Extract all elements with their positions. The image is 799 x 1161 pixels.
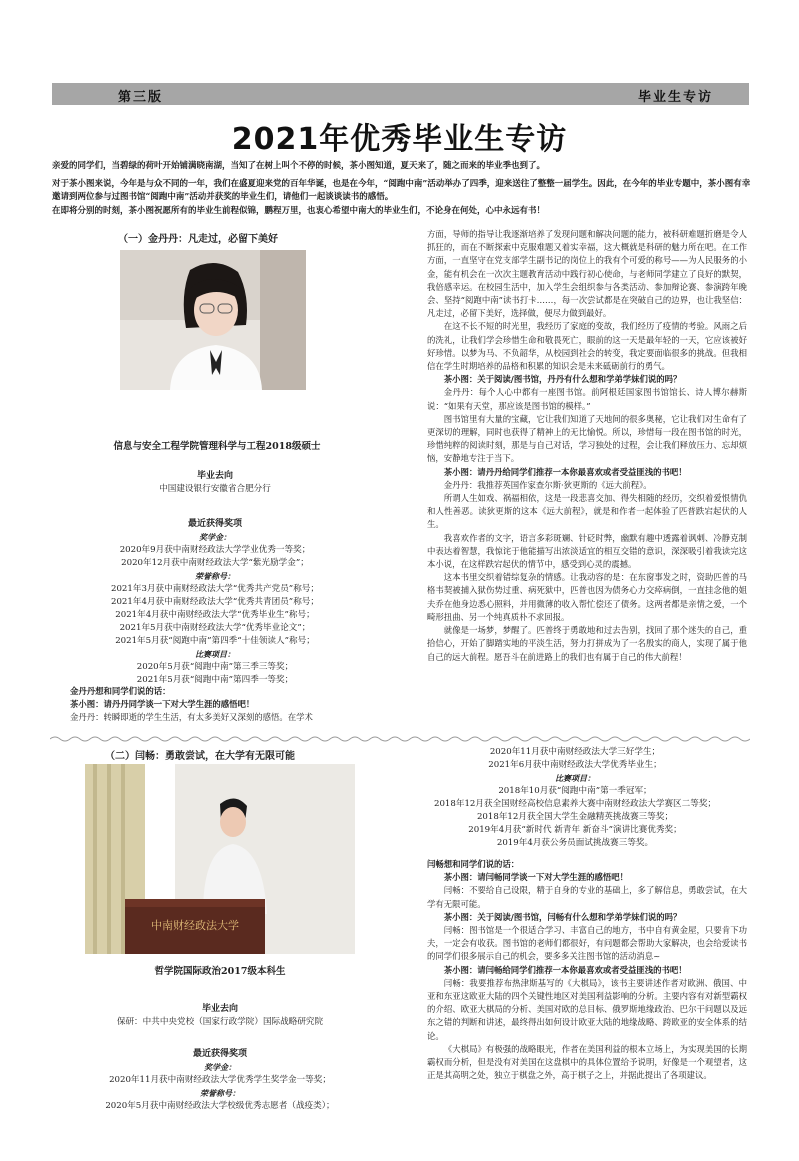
- award-item: 2021年4月获中南财经政法大学“优秀共青团员”称号；: [110, 597, 319, 607]
- award-item: 2018年10月获“阅跑中南”第一季冠军；: [498, 786, 652, 796]
- dest-label: 毕业去向: [196, 471, 233, 481]
- award-item: 2021年4月获中南财经政法大学“优秀毕业生”称号；: [115, 610, 315, 620]
- answer-1-cont: 方面，导师的指导让我逐渐培养了发现问题和解决问题的能力，被科研难题折磨是令人抓狂的，而在不断探索中克服难题又着实幸福，这大概就是科研的魅力所在吧。在工作方面，一直坚守在党支部学生副书记的岗位上的我有个可爱的称号——为人民服务的小金，能有机会在一次次主题教育活动中践行初心使命，与老师同学建立了良好的默契，我倍感幸运。在校园生活中，加入学生会组织参与各类活动、参加辩论赛、参演跨年晚会、坚持“阅跑中南”读书打卡……，每一次尝试都是在突破自己的边界，也让我坚信：凡走过，必留下美好，选择做，便尽力做到最好。: [427, 229, 747, 319]
- intro-paragraph-1: 亲爱的同学们，当碧绿的荷叶开始铺满晓南湖，当知了在树上叫个不停的时候，茶小图知道，夏天来了，随之而来的毕业季也到了。: [52, 161, 546, 171]
- talk-label: 闫畅想和同学们说的话：: [427, 859, 520, 869]
- award-item: 2020年12月获中南财经政法大学“紫光励学金”；: [121, 558, 309, 568]
- answer-3-p4: 这本书里交织着错综复杂的情感。让我动容的是：在东窗事发之时，资助匹普的马格韦契被捕入狱伤势过重、病死狱中，匹普也因为债务心力交瘁病倒，一直挂念他的姐夫乔在他身边悉心照料，并用微薄的收入帮忙偿还了债务。这两者都是亲情之爱，一个畸形扭曲、另一个纯真质朴不求回报。: [427, 572, 747, 622]
- page-header-bar: [52, 83, 749, 105]
- award-item: 2021年5月获“阅跑中南”第四季一等奖；: [136, 675, 294, 685]
- section-1-interview-cont: [427, 228, 747, 664]
- award-item: 2021年5月获“阅跑中南”第四季“十佳领读人”称号；: [115, 636, 315, 646]
- answer-3-p3: 我喜欢作者的文字，语言多彩斑斓、针砭时弊，幽默有趣中透露着讽刺、冷静克制中表达着智慧，我惊诧于他能描写出浓淡适宜的相互交错的意识，深深吸引着我读完这本小说，在这样跌宕起伏的情节中，感受到心灵的震撼。: [427, 532, 747, 570]
- answer-3: 闫畅：我要推荐布热津斯基写的《大棋局》，该书主要讲述作者对欧洲、俄国、中亚和东亚这欧亚大陆的四个关键性地区对美国利益影响的分析。主要内容有对新型霸权的介绍、欧亚大棋局的分析、美国对欧的总目标、俄罗斯地缘政治、巴尔干问题以及远东之错的判断和讲述，最终得出如何设计欧亚大陆的地缘战略、跨欧亚的安全体系的结论。: [427, 977, 747, 1041]
- page-title: 2021年优秀毕业生专访: [231, 122, 568, 157]
- award-item: 2021年3月获中南财经政法大学“优秀共产党员”称号；: [110, 584, 319, 594]
- answer-2: 闫畅：图书馆是一个很适合学习、丰富自己的地方，书中自有黄金屋，只要肯下功夫，一定会有收获。图书馆的老师们都很好，有问题都会帮助大家解决，也会给爱读书的同学们很多展示自己的机会，要多多关注图书馆的活动消息~: [427, 925, 747, 962]
- portrait-photo-2: [85, 764, 355, 954]
- section-2-destination: [60, 1003, 380, 1029]
- answer-3: 金丹丹：我推荐英国作家查尔斯·狄更斯的《远大前程》。: [443, 479, 652, 490]
- dest-label: 毕业去向: [201, 1004, 238, 1014]
- answer-1: 闫畅：不要给自己设限，精于自身的专业的基础上，多了解信息，勇敢尝试，在大学有无限可能。: [427, 885, 747, 909]
- section-2-awards: [50, 1048, 390, 1113]
- award-item: 2018年12月获全国大学生金融精英挑战赛三等奖；: [476, 812, 674, 822]
- award-item: 2020年11月获中南财经政法大学三好学生；: [489, 747, 661, 757]
- award-item: 2019年4月获“新时代 新青年 新奋斗”演讲比赛优秀奖；: [468, 825, 682, 835]
- answer-3-p5: 就像是一场梦，梦醒了。匹普终于勇敢地和过去告别，找回了那个迷失的自己，重拾信心，开始了脚踏实地的平淡生活，努力打拼成为了一名殷实的商人，实现了属于他自己的远大前程。愿吾斗在前进路上的我们也有属于自己的伟大前程！: [427, 625, 747, 662]
- section-2-heading: （二）闫畅：勇敢尝试，在大学有无限可能: [105, 751, 295, 762]
- award-item: 2019年4月获公务员面试挑战赛三等奖。: [496, 838, 654, 848]
- award-item: 2021年6月获中南财经政法大学优秀毕业生；: [488, 760, 662, 770]
- question-1: 茶小图：请闫畅同学谈一下对大学生涯的感悟吧！: [443, 872, 629, 883]
- section-2-interview: [427, 858, 747, 1082]
- honor-label: 荣誉称号：: [200, 1088, 240, 1098]
- section-1-awards: [62, 518, 368, 687]
- award-item: 2020年9月获中南财经政法大学学业优秀一等奖；: [119, 545, 311, 555]
- answer-2-p2: 图书馆里有大量的宝藏，它让我们知道了天地间的很多奥秘，它让我们对生命有了更深切的理解，同时也获得了精神上的无比愉悦。所以，珍惜每一段在图书馆的时光，珍惜纯粹的阅读时刻，那是与自己对话，学习独处的过程，会让我们释放压力、忘却烦恼，安静地专注于当下。: [427, 413, 747, 464]
- answer-1-p2: 在这不长不短的时光里，我经历了家庭的变故，我们经历了疫情的考验。风雨之后的洗礼，让我们学会珍惜生命和敬畏死亡，眼前的这一天是最年轻的一天，它应该被好好珍惜。以梦为马、不负韶华，从校园到社会的转变，我定要面临很多的挑战。但我相信在学生时期培养的品格和积累的知识会是未来砥砺前行的勇气。: [427, 321, 747, 372]
- question-1: 茶小图：请丹丹同学谈一下对大学生涯的感悟吧！: [70, 699, 255, 710]
- talk-label: 金丹丹想和同学们说的话：: [70, 686, 171, 696]
- podium-sign: 中南财经政法大学: [151, 919, 239, 932]
- section-1-heading: （一）金丹丹：凡走过，必留下美好: [118, 234, 278, 245]
- page-number-label: 第三版: [118, 90, 164, 105]
- intro-paragraph-3: 在即将分别的时刻，茶小图祝愿所有的毕业生前程似锦，鹏程万里，也衷心希望中南大的毕业生们，不论身在何处，心中永远有书！: [52, 206, 546, 216]
- award-item: 2018年12月获全国财经高校信息素养大赛中南财经政法大学赛区二等奖；: [433, 799, 717, 809]
- section-1-destination: [70, 470, 360, 496]
- answer-3-p2: 《大棋局》有极强的战略眼光，作者在美国利益的根本立场上，为实现美国的长期霸权而分析，但是没有对美国在这盘棋中的具体位置给予说明，好像是一个观望者，这正是其高明之处，独立于棋盘之外，高于棋子之上，并据此提出了各项建议。: [427, 1043, 747, 1081]
- section-divider-wave: [50, 735, 750, 743]
- awards-label: 最近获得奖项: [187, 519, 242, 529]
- section-1-caption: 信息与安全工程学院管理科学与工程2018级硕士: [113, 441, 321, 452]
- honor-label: 荣誉称号：: [195, 571, 235, 581]
- awards-label: 最近获得奖项: [192, 1049, 247, 1059]
- section-2-caption: 哲学院国际政治2017级本科生: [154, 966, 286, 977]
- question-3: 茶小图：请闫畅给同学们推荐一本你最喜欢或者受益匪浅的书吧！: [443, 964, 687, 975]
- portrait-photo-1: [120, 250, 306, 390]
- question-2: 茶小图：关于阅读/图书馆，闫畅有什么想和学弟学妹们说的吗？: [443, 911, 682, 922]
- dest-value: 保研：中共中央党校（国家行政学院）国际战略研究院: [116, 1017, 324, 1027]
- scholarship-label: 奖学金：: [204, 1062, 236, 1072]
- section-2-awards-cont: [405, 746, 745, 850]
- question-2: 茶小图：关于阅读/图书馆，丹丹有什么想和学弟学妹们说的吗？: [443, 374, 682, 385]
- award-item: 2020年5月获中南财经政法大学校级优秀志愿者（战疫类）；: [105, 1101, 335, 1111]
- question-3: 茶小图：请丹丹给同学们推荐一本你最喜欢或者受益匪浅的书吧！: [443, 466, 687, 477]
- competition-label: 比赛项目：: [195, 649, 235, 659]
- answer-2: 金丹丹：每个人心中都有一座图书馆。前阿根廷国家图书馆馆长、诗人博尔赫斯说：“如果有天堂，那应该是图书馆的模样。”: [427, 387, 747, 411]
- answer-1-start: 金丹丹：转瞬即逝的学生生活，有太多美好又深刻的感悟。在学术: [70, 712, 313, 723]
- award-item: 2021年5月获中南财经政法大学“优秀毕业论文”；: [119, 623, 311, 633]
- section-label: 毕业生专访: [637, 90, 713, 105]
- intro-paragraph-2: 对于茶小图来说，今年是与众不同的一年，我们在盛夏迎来党的百年华诞，也是在今年，“阅跑中南”活动举办了四季，迎来送往了整整一届学生。因此，在今年的毕业专题中，茶小图有幸邀请到两位参与过图书馆“阅跑中南”活动并获奖的毕业生们，请他们一起谈谈读书的感悟。: [52, 179, 751, 202]
- scholarship-label: 奖学金：: [199, 532, 231, 542]
- award-item: 2020年5月获“阅跑中南”第三季三等奖；: [136, 662, 294, 672]
- answer-3-p2: 所谓人生如戏、祸福相依，这是一段悲喜交加、得失相随的经历，交织着爱恨情仇和人性善恶。读狄更斯的这本《远大前程》，就是和作者一起体验了匹普跌宕起伏的人生。: [427, 493, 747, 530]
- award-item: 2020年11月获中南财经政法大学优秀学生奖学金一等奖；: [109, 1075, 331, 1085]
- section-1-interview-start: [70, 685, 388, 725]
- dest-value: 中国建设银行安徽省合肥分行: [159, 484, 271, 494]
- competition-label: 比赛项目：: [555, 773, 595, 783]
